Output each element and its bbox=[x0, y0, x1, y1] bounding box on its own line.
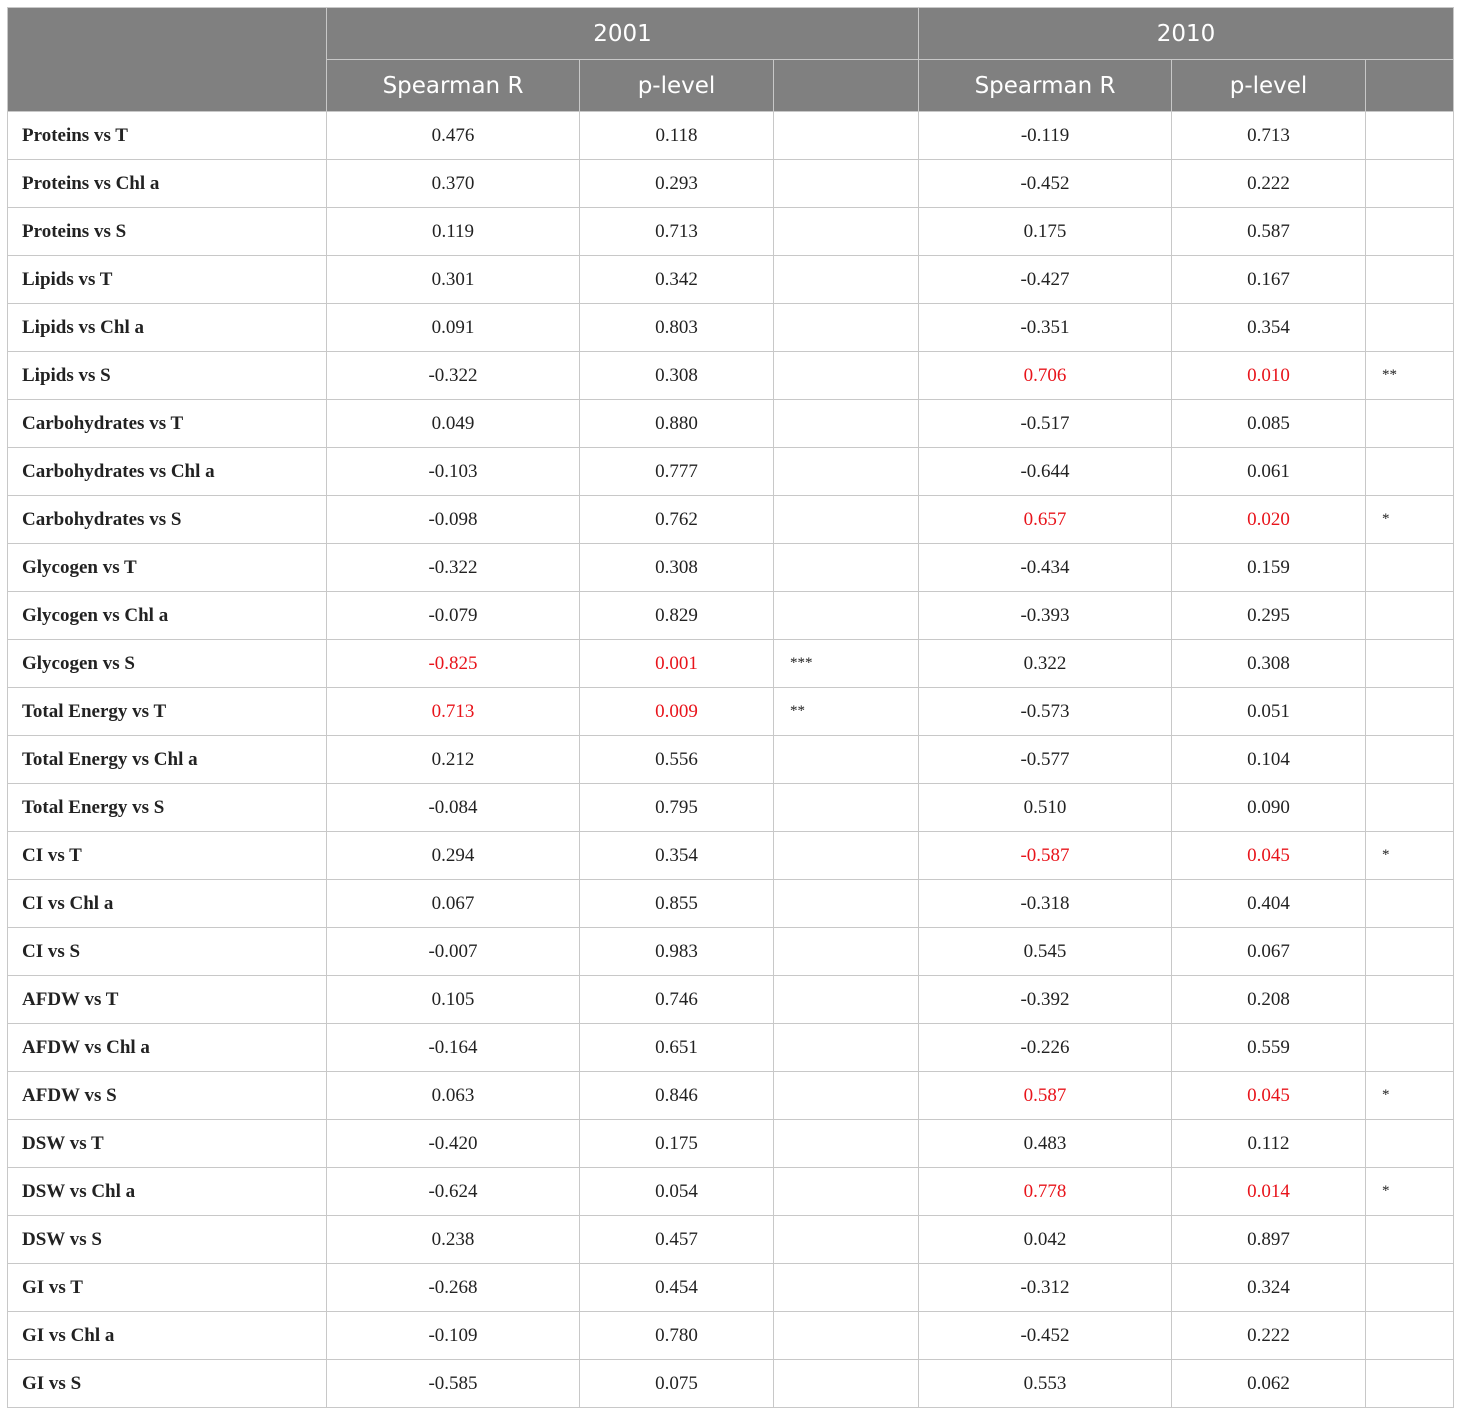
header-p-level-2010: p-level bbox=[1172, 60, 1366, 112]
spearman-r-2001: -0.322 bbox=[327, 352, 580, 400]
row-label: Glycogen vs Chl a bbox=[8, 592, 327, 640]
spearman-r-2010: 0.778 bbox=[919, 1168, 1172, 1216]
p-level-2001: 0.293 bbox=[580, 160, 774, 208]
row-label: Total Energy vs T bbox=[8, 688, 327, 736]
spearman-r-2010: -0.119 bbox=[919, 112, 1172, 160]
p-level-2001: 0.118 bbox=[580, 112, 774, 160]
table-row bbox=[8, 784, 1454, 832]
p-level-2001: 0.846 bbox=[580, 1072, 774, 1120]
spearman-r-2001: 0.063 bbox=[327, 1072, 580, 1120]
header-year-2010: 2010 bbox=[919, 8, 1454, 60]
p-level-2010: 0.559 bbox=[1172, 1024, 1366, 1072]
significance-2010 bbox=[1366, 1216, 1454, 1264]
row-label: AFDW vs Chl a bbox=[8, 1024, 327, 1072]
table-row bbox=[8, 928, 1454, 976]
table-row bbox=[8, 400, 1454, 448]
table-row bbox=[8, 592, 1454, 640]
row-label: DSW vs Chl a bbox=[8, 1168, 327, 1216]
header-spearman-r-2001: Spearman R bbox=[327, 60, 580, 112]
p-level-2010: 0.112 bbox=[1172, 1120, 1366, 1168]
row-label: DSW vs S bbox=[8, 1216, 327, 1264]
row-label: GI vs S bbox=[8, 1360, 327, 1408]
spearman-r-2010: 0.706 bbox=[919, 352, 1172, 400]
spearman-r-2010: -0.452 bbox=[919, 160, 1172, 208]
spearman-r-2010: 0.657 bbox=[919, 496, 1172, 544]
spearman-r-2001: -0.268 bbox=[327, 1264, 580, 1312]
row-label: Lipids vs T bbox=[8, 256, 327, 304]
significance-2010 bbox=[1366, 1120, 1454, 1168]
significance-2010 bbox=[1366, 688, 1454, 736]
spearman-r-2010: -0.517 bbox=[919, 400, 1172, 448]
table-row bbox=[8, 1264, 1454, 1312]
p-level-2010: 0.587 bbox=[1172, 208, 1366, 256]
spearman-r-2001: -0.322 bbox=[327, 544, 580, 592]
p-level-2001: 0.001 bbox=[580, 640, 774, 688]
spearman-r-2010: -0.644 bbox=[919, 448, 1172, 496]
p-level-2001: 0.354 bbox=[580, 832, 774, 880]
significance-2001 bbox=[774, 448, 919, 496]
spearman-r-2010: -0.587 bbox=[919, 832, 1172, 880]
significance-2010 bbox=[1366, 784, 1454, 832]
significance-2010 bbox=[1366, 400, 1454, 448]
significance-2010 bbox=[1366, 304, 1454, 352]
significance-2010 bbox=[1366, 1360, 1454, 1408]
row-label: Glycogen vs T bbox=[8, 544, 327, 592]
table-row bbox=[8, 256, 1454, 304]
significance-2010 bbox=[1366, 592, 1454, 640]
table-header bbox=[8, 8, 1454, 112]
table-row bbox=[8, 880, 1454, 928]
row-label: Carbohydrates vs T bbox=[8, 400, 327, 448]
significance-2010 bbox=[1366, 928, 1454, 976]
p-level-2001: 0.880 bbox=[580, 400, 774, 448]
p-level-2001: 0.308 bbox=[580, 544, 774, 592]
significance-2001 bbox=[774, 208, 919, 256]
header-significance-2010 bbox=[1366, 60, 1454, 112]
p-level-2001: 0.713 bbox=[580, 208, 774, 256]
table-row bbox=[8, 112, 1454, 160]
header-row-years bbox=[8, 8, 1454, 60]
significance-2001 bbox=[774, 1024, 919, 1072]
spearman-r-2001: 0.713 bbox=[327, 688, 580, 736]
spearman-r-2001: 0.370 bbox=[327, 160, 580, 208]
significance-2001 bbox=[774, 496, 919, 544]
row-label: CI vs T bbox=[8, 832, 327, 880]
header-spearman-r-2010: Spearman R bbox=[919, 60, 1172, 112]
significance-2010: * bbox=[1366, 1168, 1454, 1216]
table-row bbox=[8, 1312, 1454, 1360]
significance-2010 bbox=[1366, 256, 1454, 304]
correlation-table bbox=[7, 7, 1454, 1408]
p-level-2001: 0.454 bbox=[580, 1264, 774, 1312]
p-level-2010: 0.104 bbox=[1172, 736, 1366, 784]
spearman-r-2010: -0.573 bbox=[919, 688, 1172, 736]
p-level-2001: 0.983 bbox=[580, 928, 774, 976]
spearman-r-2001: -0.084 bbox=[327, 784, 580, 832]
spearman-r-2010: -0.318 bbox=[919, 880, 1172, 928]
significance-2001 bbox=[774, 736, 919, 784]
p-level-2010: 0.295 bbox=[1172, 592, 1366, 640]
significance-2001 bbox=[774, 832, 919, 880]
table-row bbox=[8, 496, 1454, 544]
p-level-2001: 0.651 bbox=[580, 1024, 774, 1072]
p-level-2010: 0.014 bbox=[1172, 1168, 1366, 1216]
spearman-r-2010: -0.427 bbox=[919, 256, 1172, 304]
spearman-r-2001: 0.091 bbox=[327, 304, 580, 352]
p-level-2001: 0.829 bbox=[580, 592, 774, 640]
spearman-r-2010: 0.545 bbox=[919, 928, 1172, 976]
significance-2010: ** bbox=[1366, 352, 1454, 400]
p-level-2001: 0.746 bbox=[580, 976, 774, 1024]
spearman-r-2001: -0.164 bbox=[327, 1024, 580, 1072]
significance-2010 bbox=[1366, 1024, 1454, 1072]
table-row bbox=[8, 352, 1454, 400]
spearman-r-2001: 0.105 bbox=[327, 976, 580, 1024]
p-level-2010: 0.897 bbox=[1172, 1216, 1366, 1264]
significance-2001 bbox=[774, 1216, 919, 1264]
p-level-2010: 0.045 bbox=[1172, 1072, 1366, 1120]
significance-2010: * bbox=[1366, 1072, 1454, 1120]
spearman-r-2010: -0.393 bbox=[919, 592, 1172, 640]
spearman-r-2010: -0.452 bbox=[919, 1312, 1172, 1360]
spearman-r-2010: 0.322 bbox=[919, 640, 1172, 688]
table-row bbox=[8, 688, 1454, 736]
table-row bbox=[8, 160, 1454, 208]
table-row bbox=[8, 640, 1454, 688]
significance-2001 bbox=[774, 304, 919, 352]
significance-2001 bbox=[774, 784, 919, 832]
significance-2001 bbox=[774, 976, 919, 1024]
significance-2001: ** bbox=[774, 688, 919, 736]
significance-2010: * bbox=[1366, 832, 1454, 880]
spearman-r-2001: 0.476 bbox=[327, 112, 580, 160]
row-label: CI vs Chl a bbox=[8, 880, 327, 928]
spearman-r-2010: 0.042 bbox=[919, 1216, 1172, 1264]
row-label: Proteins vs S bbox=[8, 208, 327, 256]
row-label: CI vs S bbox=[8, 928, 327, 976]
row-label: Total Energy vs Chl a bbox=[8, 736, 327, 784]
spearman-r-2001: -0.585 bbox=[327, 1360, 580, 1408]
spearman-r-2001: 0.119 bbox=[327, 208, 580, 256]
significance-2001 bbox=[774, 1120, 919, 1168]
significance-2001 bbox=[774, 400, 919, 448]
table-row bbox=[8, 1216, 1454, 1264]
spearman-r-2001: -0.103 bbox=[327, 448, 580, 496]
header-year-2001: 2001 bbox=[327, 8, 919, 60]
significance-2001 bbox=[774, 112, 919, 160]
spearman-r-2010: 0.510 bbox=[919, 784, 1172, 832]
significance-2010 bbox=[1366, 112, 1454, 160]
p-level-2010: 0.159 bbox=[1172, 544, 1366, 592]
significance-2001 bbox=[774, 1072, 919, 1120]
p-level-2001: 0.556 bbox=[580, 736, 774, 784]
p-level-2010: 0.167 bbox=[1172, 256, 1366, 304]
table-row bbox=[8, 304, 1454, 352]
spearman-r-2001: 0.212 bbox=[327, 736, 580, 784]
spearman-r-2010: -0.577 bbox=[919, 736, 1172, 784]
significance-2010 bbox=[1366, 448, 1454, 496]
significance-2001 bbox=[774, 352, 919, 400]
p-level-2010: 0.045 bbox=[1172, 832, 1366, 880]
row-label: Proteins vs Chl a bbox=[8, 160, 327, 208]
p-level-2001: 0.780 bbox=[580, 1312, 774, 1360]
p-level-2001: 0.054 bbox=[580, 1168, 774, 1216]
spearman-r-2001: -0.825 bbox=[327, 640, 580, 688]
significance-2010 bbox=[1366, 160, 1454, 208]
row-label: Proteins vs T bbox=[8, 112, 327, 160]
spearman-r-2010: 0.483 bbox=[919, 1120, 1172, 1168]
p-level-2001: 0.777 bbox=[580, 448, 774, 496]
p-level-2010: 0.222 bbox=[1172, 1312, 1366, 1360]
p-level-2001: 0.855 bbox=[580, 880, 774, 928]
significance-2001 bbox=[774, 880, 919, 928]
p-level-2001: 0.009 bbox=[580, 688, 774, 736]
p-level-2001: 0.457 bbox=[580, 1216, 774, 1264]
row-label: AFDW vs T bbox=[8, 976, 327, 1024]
p-level-2010: 0.208 bbox=[1172, 976, 1366, 1024]
table-row bbox=[8, 1120, 1454, 1168]
p-level-2010: 0.404 bbox=[1172, 880, 1366, 928]
spearman-r-2010: 0.587 bbox=[919, 1072, 1172, 1120]
significance-2010: * bbox=[1366, 496, 1454, 544]
significance-2001 bbox=[774, 544, 919, 592]
header-significance-2001 bbox=[774, 60, 919, 112]
p-level-2001: 0.342 bbox=[580, 256, 774, 304]
significance-2001 bbox=[774, 1264, 919, 1312]
row-label: DSW vs T bbox=[8, 1120, 327, 1168]
p-level-2010: 0.090 bbox=[1172, 784, 1366, 832]
significance-2001: *** bbox=[774, 640, 919, 688]
spearman-r-2010: -0.434 bbox=[919, 544, 1172, 592]
row-label: Carbohydrates vs Chl a bbox=[8, 448, 327, 496]
spearman-r-2001: -0.420 bbox=[327, 1120, 580, 1168]
spearman-r-2010: -0.226 bbox=[919, 1024, 1172, 1072]
p-level-2010: 0.061 bbox=[1172, 448, 1366, 496]
p-level-2010: 0.354 bbox=[1172, 304, 1366, 352]
significance-2010 bbox=[1366, 976, 1454, 1024]
p-level-2010: 0.308 bbox=[1172, 640, 1366, 688]
significance-2001 bbox=[774, 1168, 919, 1216]
spearman-r-2001: 0.067 bbox=[327, 880, 580, 928]
table-body bbox=[8, 112, 1454, 1408]
table-row bbox=[8, 1168, 1454, 1216]
spearman-r-2010: 0.553 bbox=[919, 1360, 1172, 1408]
significance-2010 bbox=[1366, 544, 1454, 592]
significance-2010 bbox=[1366, 880, 1454, 928]
spearman-r-2001: -0.109 bbox=[327, 1312, 580, 1360]
row-label: GI vs T bbox=[8, 1264, 327, 1312]
significance-2010 bbox=[1366, 208, 1454, 256]
significance-2001 bbox=[774, 160, 919, 208]
table-row bbox=[8, 1072, 1454, 1120]
table-row bbox=[8, 976, 1454, 1024]
row-label: Total Energy vs S bbox=[8, 784, 327, 832]
significance-2010 bbox=[1366, 1312, 1454, 1360]
spearman-r-2001: -0.624 bbox=[327, 1168, 580, 1216]
row-label: AFDW vs S bbox=[8, 1072, 327, 1120]
p-level-2001: 0.308 bbox=[580, 352, 774, 400]
spearman-r-2001: -0.079 bbox=[327, 592, 580, 640]
spearman-r-2001: 0.238 bbox=[327, 1216, 580, 1264]
p-level-2001: 0.075 bbox=[580, 1360, 774, 1408]
table-row bbox=[8, 1024, 1454, 1072]
table-row bbox=[8, 544, 1454, 592]
significance-2001 bbox=[774, 592, 919, 640]
header-corner bbox=[8, 8, 327, 112]
header-p-level-2001: p-level bbox=[580, 60, 774, 112]
p-level-2010: 0.324 bbox=[1172, 1264, 1366, 1312]
significance-2001 bbox=[774, 256, 919, 304]
p-level-2010: 0.085 bbox=[1172, 400, 1366, 448]
significance-2001 bbox=[774, 1312, 919, 1360]
table-row bbox=[8, 736, 1454, 784]
table-row bbox=[8, 832, 1454, 880]
row-label: GI vs Chl a bbox=[8, 1312, 327, 1360]
spearman-r-2010: -0.392 bbox=[919, 976, 1172, 1024]
significance-2010 bbox=[1366, 640, 1454, 688]
table-row bbox=[8, 208, 1454, 256]
p-level-2010: 0.020 bbox=[1172, 496, 1366, 544]
significance-2001 bbox=[774, 1360, 919, 1408]
spearman-r-2001: 0.049 bbox=[327, 400, 580, 448]
spearman-r-2001: 0.301 bbox=[327, 256, 580, 304]
spearman-r-2010: 0.175 bbox=[919, 208, 1172, 256]
spearman-r-2001: 0.294 bbox=[327, 832, 580, 880]
significance-2010 bbox=[1366, 1264, 1454, 1312]
significance-2010 bbox=[1366, 736, 1454, 784]
p-level-2010: 0.713 bbox=[1172, 112, 1366, 160]
spearman-r-2010: -0.312 bbox=[919, 1264, 1172, 1312]
row-label: Lipids vs Chl a bbox=[8, 304, 327, 352]
row-label: Glycogen vs S bbox=[8, 640, 327, 688]
table-row bbox=[8, 1360, 1454, 1408]
p-level-2010: 0.062 bbox=[1172, 1360, 1366, 1408]
p-level-2010: 0.222 bbox=[1172, 160, 1366, 208]
p-level-2001: 0.175 bbox=[580, 1120, 774, 1168]
spearman-r-2001: -0.007 bbox=[327, 928, 580, 976]
p-level-2001: 0.762 bbox=[580, 496, 774, 544]
p-level-2010: 0.051 bbox=[1172, 688, 1366, 736]
row-label: Carbohydrates vs S bbox=[8, 496, 327, 544]
p-level-2010: 0.010 bbox=[1172, 352, 1366, 400]
spearman-r-2010: -0.351 bbox=[919, 304, 1172, 352]
p-level-2001: 0.795 bbox=[580, 784, 774, 832]
p-level-2001: 0.803 bbox=[580, 304, 774, 352]
spearman-r-2001: -0.098 bbox=[327, 496, 580, 544]
p-level-2010: 0.067 bbox=[1172, 928, 1366, 976]
table-row bbox=[8, 448, 1454, 496]
significance-2001 bbox=[774, 928, 919, 976]
row-label: Lipids vs S bbox=[8, 352, 327, 400]
